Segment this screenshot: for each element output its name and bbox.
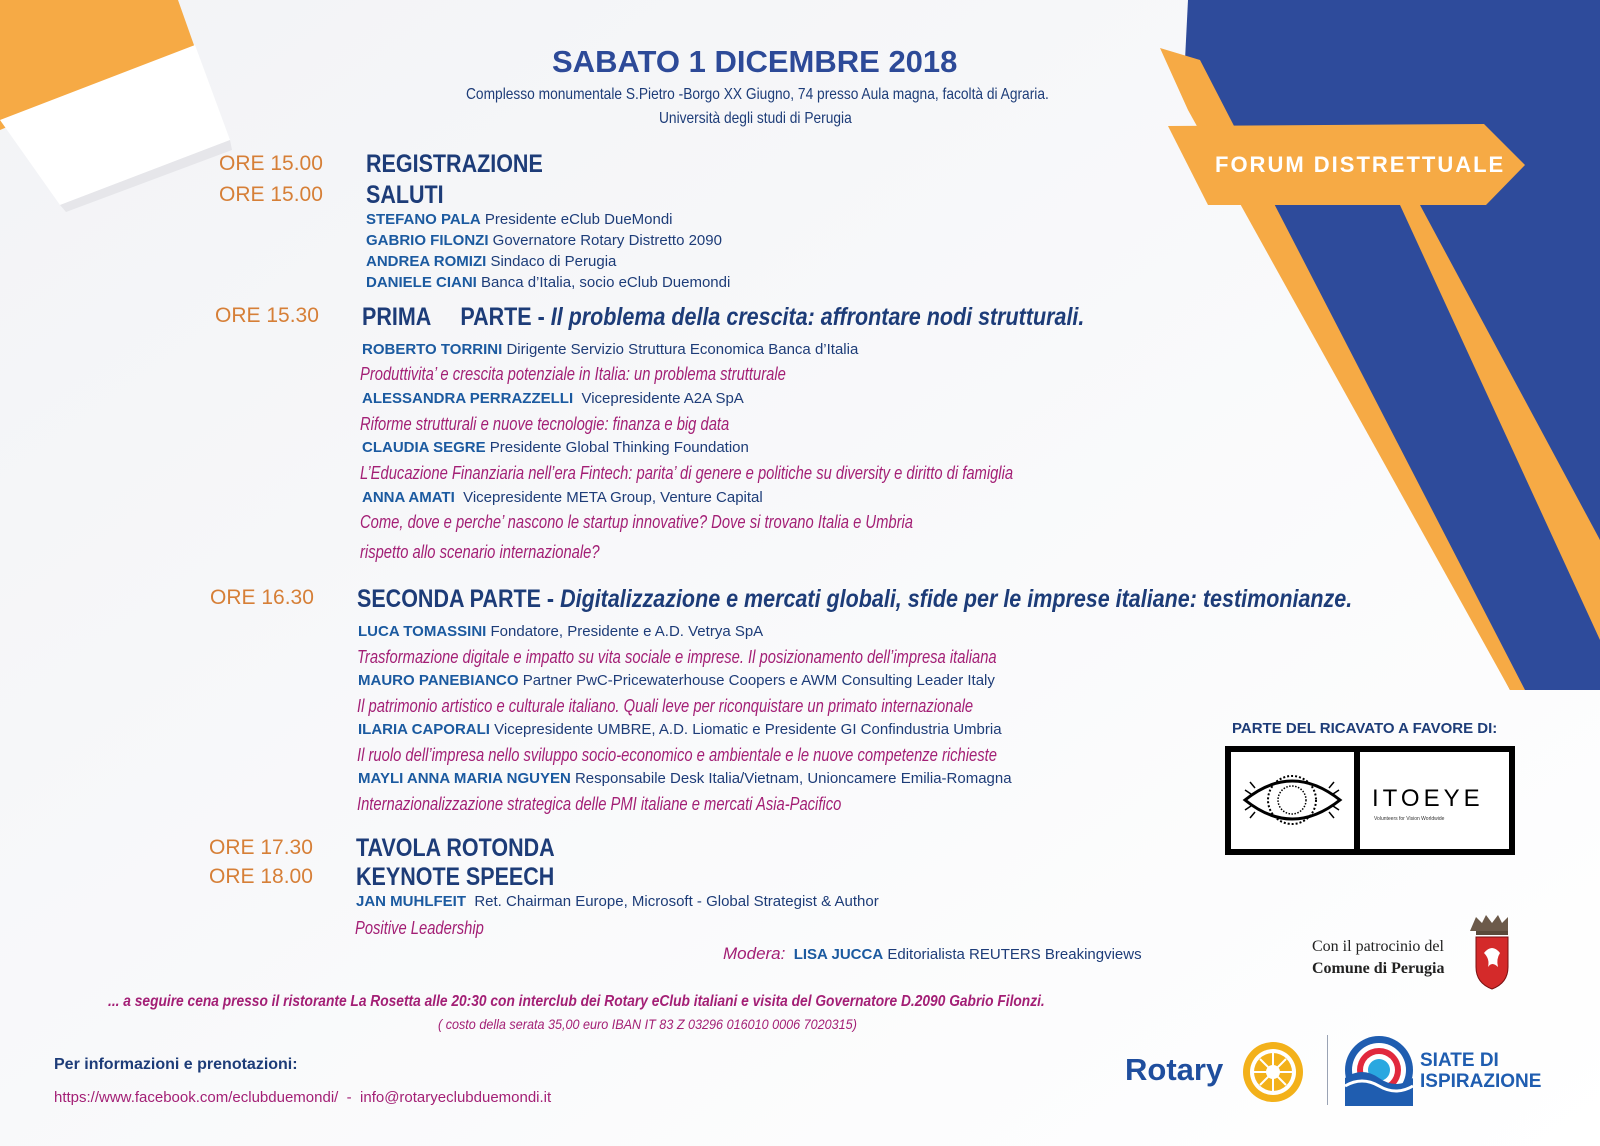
speaker-line xyxy=(358,721,1002,738)
speaker-line xyxy=(358,672,995,689)
siate-di-ispirazione-slogan xyxy=(1420,1050,1541,1092)
talk-topic-continued: rispetto allo scenario internazionale? xyxy=(360,542,600,562)
speaker-name: DANIELE CIANI xyxy=(366,274,477,291)
speaker-name: CLAUDIA SEGRE xyxy=(362,439,486,456)
talk-topic: L’Educazione Finanziaria nell’era Fintech: parita’ di genere e politiche su diversity e diritto di famiglia xyxy=(360,463,1014,483)
saluti-time: ORE 15.00 xyxy=(219,183,323,206)
prima-time: ORE 15.30 xyxy=(215,304,319,327)
charity-logo xyxy=(1225,746,1515,855)
speaker-name: MAYLI ANNA MARIA NGUYEN xyxy=(358,770,571,787)
speaker-role: Sindaco di Perugia xyxy=(490,253,617,270)
dinner-line: ... a seguire cena presso il ristorante La Rosetta alle 20:30 con interclub dei Rotary eClub italiani e visita del Governatore D.2090 Gabrio Filonzi. xyxy=(108,993,1045,1010)
registrazione-time: ORE 15.00 xyxy=(219,152,323,175)
forum-banner-label: FORUM DISTRETTUALE xyxy=(1215,152,1506,177)
speaker-role: Presidente Global Thinking Foundation xyxy=(489,439,749,456)
speaker-line xyxy=(358,770,1012,787)
speaker-name: STEFANO PALA xyxy=(366,211,481,228)
speaker-line xyxy=(362,390,744,407)
tavola-time: ORE 17.30 xyxy=(209,836,313,859)
speaker-line xyxy=(366,253,616,270)
speaker-role: Dirigente Servizio Struttura Economica Banca d’Italia xyxy=(506,341,859,358)
speaker-line xyxy=(366,232,722,249)
speaker-name: ILARIA CAPORALI xyxy=(358,721,490,738)
talk-topic: Produttivita’ e crescita potenziale in Italia: un problema strutturale xyxy=(360,364,786,384)
speaker-role: Presidente eClub DueMondi xyxy=(484,211,673,228)
registrazione-title: REGISTRAZIONE xyxy=(366,150,543,178)
speaker-name: LUCA TOMASSINI xyxy=(358,623,487,640)
seconda-time: ORE 16.30 xyxy=(210,586,314,609)
speaker-line xyxy=(362,439,749,456)
patronage-line-2: Comune di Perugia xyxy=(1312,960,1445,977)
speaker-name: ALESSANDRA PERRAZZELLI xyxy=(362,390,574,407)
slogan-line-1: SIATE DI xyxy=(1420,1050,1499,1071)
contact-line xyxy=(54,1089,551,1106)
speaker-role: Governatore Rotary Distretto 2090 xyxy=(492,232,722,249)
speaker-line xyxy=(366,211,673,228)
saluti-title: SALUTI xyxy=(366,181,444,209)
prima-title: PRIMA PARTE - xyxy=(362,303,545,331)
talk-topic: Internazionalizzazione strategica delle PMI italiane e mercati Asia-Pacifico xyxy=(357,794,842,814)
speaker-name: JAN MUHLFEIT xyxy=(356,893,466,910)
info-label: Per informazioni e prenotazioni: xyxy=(54,1056,298,1073)
keynote-title: KEYNOTE SPEECH xyxy=(356,863,555,891)
speaker-name: GABRIO FILONZI xyxy=(366,232,489,249)
speaker-name: ANDREA ROMIZI xyxy=(366,253,487,270)
speaker-role: Banca d’Italia, socio eClub Duemondi xyxy=(481,274,731,291)
prima-header xyxy=(362,303,1084,332)
speaker-role: Vicepresidente A2A SpA xyxy=(581,390,744,407)
speaker-line xyxy=(362,341,858,358)
seconda-title: SECONDA PARTE - xyxy=(357,585,555,613)
charity-logo-right-panel xyxy=(1360,752,1509,849)
patronage-line-1: Con il patrocinio del xyxy=(1312,938,1444,955)
speaker-role: Vicepresidente UMBRE, A.D. Liomatic e Presidente GI Confindustria Umbria xyxy=(494,721,1002,738)
speaker-role: Fondatore, Presidente e A.D. Vetrya SpA xyxy=(490,623,764,640)
speaker-name: MAURO PANEBIANCO xyxy=(358,672,519,689)
speaker-role: Ret. Chairman Europe, Microsoft - Global Strategist & Author xyxy=(474,893,879,910)
speaker-name: ANNA AMATI xyxy=(362,489,455,506)
speaker-role: Responsabile Desk Italia/Vietnam, Unioncamere Emilia-Romagna xyxy=(574,770,1012,787)
speaker-role: Partner PwC-Pricewaterhouse Coopers e AWM Consulting Leader Italy xyxy=(522,672,995,689)
email-link[interactable]: info@rotaryeclubduemondi.it xyxy=(360,1089,552,1106)
rotary-divider xyxy=(1327,1035,1328,1105)
moderator-role: Editorialista REUTERS Breakingviews xyxy=(887,946,1142,963)
dinner-cost: ( costo della serata 35,00 euro IBAN IT 83 Z 03296 016010 0006 7020315) xyxy=(438,1016,857,1032)
moderator-line xyxy=(723,944,1142,964)
speaker-name: ROBERTO TORRINI xyxy=(362,341,503,358)
keynote-time: ORE 18.00 xyxy=(209,865,313,888)
tavola-title: TAVOLA ROTONDA xyxy=(356,834,555,862)
prima-subtitle: Il problema della crescita: affrontare nodi strutturali. xyxy=(550,303,1085,331)
charity-logo-left-panel xyxy=(1231,752,1354,849)
speaker-line xyxy=(366,274,730,291)
speaker-line xyxy=(356,893,879,910)
speaker-line xyxy=(362,489,763,506)
talk-topic: Il ruolo dell’impresa nello sviluppo socio-economico e ambientale e le nuove competenze richieste xyxy=(357,745,997,765)
talk-topic: Trasformazione digitale e impatto su vita sociale e imprese. Il posizionamento dell’impresa italiana xyxy=(357,647,997,667)
talk-topic: Il patrimonio artistico e culturale italiano. Quali leve per riconquistare un primato internazionale xyxy=(357,696,974,716)
moderator-label: Modera: xyxy=(723,944,786,963)
facebook-link[interactable]: https://www.facebook.com/eclubduemondi/ xyxy=(54,1089,339,1106)
talk-topic: Riforme strutturali e nuove tecnologie: finanza e big data xyxy=(360,414,730,434)
event-date: SABATO 1 DICEMBRE 2018 xyxy=(552,44,958,79)
venue-line: Complesso monumentale S.Pietro -Borgo XX Giugno, 74 presso Aula magna, facoltà di Agraria. xyxy=(466,86,1049,103)
slogan-line-2: ISPIRAZIONE xyxy=(1420,1071,1542,1092)
talk-topic: Come, dove e perche’ nascono le startup innovative? Dove si trovano Italia e Umbria xyxy=(360,512,913,532)
contact-separator: - xyxy=(346,1089,352,1106)
siate-di-ispirazione-icon xyxy=(1343,1034,1415,1106)
university-line: Università degli studi di Perugia xyxy=(659,110,852,127)
charity-logo-caption: Volunteers for Vision Worldwide xyxy=(1374,816,1445,822)
charity-label: PARTE DEL RICAVATO A FAVORE DI: xyxy=(1232,720,1498,737)
talk-topic: Positive Leadership xyxy=(355,918,484,938)
charity-logo-text: ITOEYE xyxy=(1372,785,1484,812)
rotary-wheel-icon xyxy=(1240,1039,1306,1105)
speaker-role: Vicepresidente META Group, Venture Capital xyxy=(463,489,763,506)
eye-emblem-icon xyxy=(1231,752,1354,849)
moderator-name: LISA JUCCA xyxy=(793,946,884,963)
seconda-header xyxy=(357,585,1352,614)
rotary-wordmark: Rotary xyxy=(1125,1052,1224,1087)
seconda-subtitle: Digitalizzazione e mercati globali, sfide per le imprese italiane: testimonianze. xyxy=(560,585,1353,613)
speaker-line xyxy=(358,623,763,640)
perugia-coat-of-arms-icon xyxy=(1470,913,1514,991)
